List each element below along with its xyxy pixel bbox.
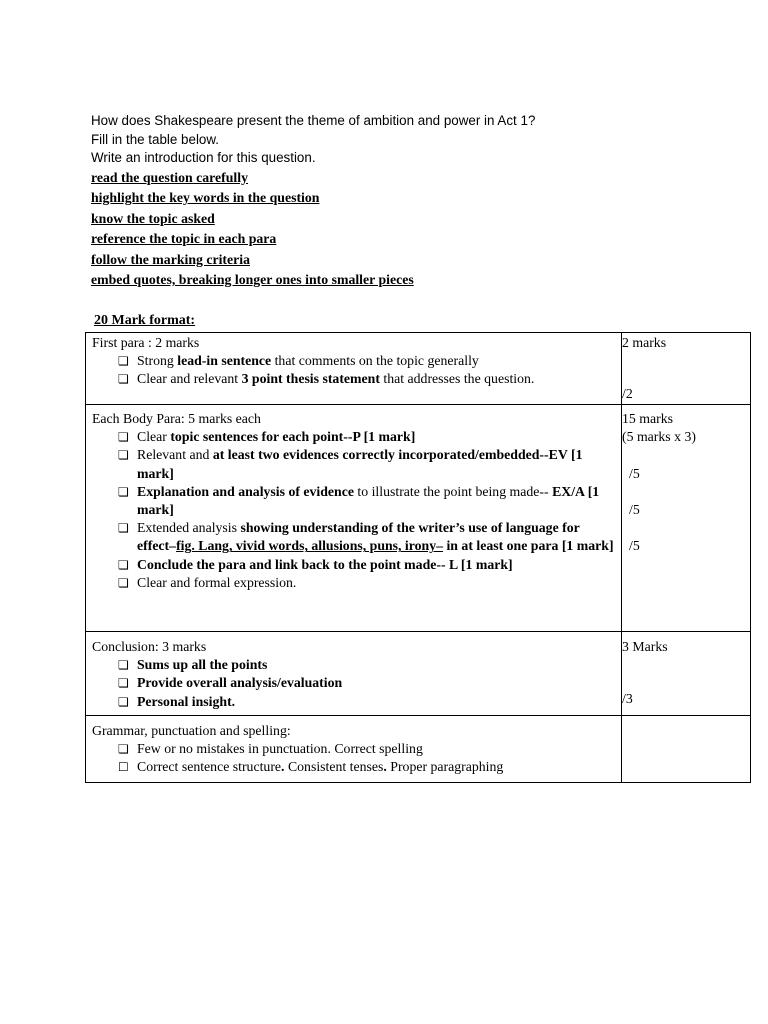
checkbox-icon: ❏ (118, 557, 129, 572)
list-item: ❏ Few or no mistakes in punctuation. Correct spelling (118, 740, 616, 758)
checkbox-icon: ❏ (118, 448, 129, 463)
list-item: ❏ Explanation and analysis of evidence to illustrate the point being made-- EX/A [1 mark] (118, 483, 600, 518)
list-item: ☐ Correct sentence structure. Consistent tenses. Proper paragraphing (118, 758, 616, 776)
checkbox-icon: ❏ (118, 484, 129, 499)
body-para-criteria (86, 405, 622, 632)
checkbox-icon: ❏ (118, 575, 129, 590)
checkbox-icon: ❏ (118, 694, 129, 709)
mark-format-heading: 20 Mark format: (94, 313, 196, 328)
table-row-body-para (86, 405, 751, 632)
score-slot: /5 (629, 466, 640, 481)
marks-label: 3 Marks (622, 639, 668, 654)
checkbox-icon: ❏ (118, 521, 129, 536)
list-item: ❏ Clear topic sentences for each point--P [1 mark] (118, 428, 616, 446)
marking-rubric-table (85, 332, 751, 783)
tip-follow-criteria: follow the marking criteria (91, 251, 251, 267)
question-text: How does Shakespeare present the theme of ambition and power in Act 1? (91, 113, 536, 128)
list-item: ❏ Conclude the para and link back to the point made-- L [1 mark] (118, 556, 616, 574)
list-item: ❏ Personal insight. (118, 693, 616, 711)
marks-detail: (5 marks x 3) (622, 429, 696, 445)
tip-highlight-keywords: highlight the key words in the question (91, 190, 320, 205)
instruction-write-intro: Write an introduction for this question. (91, 150, 316, 165)
checkbox-icon: ❏ (118, 354, 129, 369)
marks-label: 2 marks (622, 335, 667, 350)
table-row-conclusion (86, 632, 751, 716)
first-para-criteria (86, 333, 622, 405)
tip-embed-quotes: embed quotes, breaking longer ones into smaller pieces (91, 272, 414, 287)
table-row-grammar (86, 716, 751, 783)
list-item: ❏ Extended analysis showing understanding of the writer’s use of language for effect–fig. Lang, vivid words, allusions, puns, irony– in at least one para [1 mark] (118, 520, 614, 554)
grammar-marks (622, 716, 751, 783)
list-item: ❏ Strong lead-in sentence that comments on the topic generally (118, 352, 616, 370)
checkbox-icon: ❏ (118, 676, 129, 691)
instruction-fill-table: Fill in the table below. (91, 131, 220, 147)
conclusion-title: Conclusion: 3 marks (92, 639, 207, 654)
list-item: ❏ Sums up all the points (118, 656, 616, 674)
empty-checkbox-icon: ☐ (118, 760, 129, 775)
grammar-criteria (86, 716, 622, 783)
tip-know-topic: know the topic asked (91, 210, 215, 226)
score-slot: /3 (622, 691, 633, 706)
tip-reference-topic: reference the topic in each para (91, 231, 277, 246)
first-para-title: First para : 2 marks (92, 335, 200, 350)
table-row-first-para (86, 333, 751, 405)
grammar-title: Grammar, punctuation and spelling: (92, 723, 291, 738)
marks-label: 15 marks (622, 411, 673, 426)
list-item: ❏ Provide overall analysis/evaluation (118, 674, 616, 692)
body-para-title: Each Body Para: 5 marks each (92, 411, 261, 426)
list-item: ❏ Clear and relevant 3 point thesis statement that addresses the question. (118, 370, 616, 388)
first-para-marks (622, 333, 751, 405)
checkbox-icon: ❏ (118, 742, 129, 757)
intro-section (91, 112, 731, 291)
body-para-marks (622, 405, 751, 632)
score-slot: /2 (622, 386, 633, 401)
checkbox-icon: ❏ (118, 430, 129, 445)
checkbox-icon: ❏ (118, 372, 129, 387)
tip-read-question: read the question carefully (91, 169, 249, 185)
conclusion-criteria (86, 632, 622, 716)
score-slot: /5 (629, 502, 640, 517)
list-item: ❏ Relevant and at least two evidences correctly incorporated/embedded--EV [1 mark] (118, 447, 583, 481)
conclusion-marks (622, 632, 751, 716)
list-item: ❏ Clear and formal expression. (118, 574, 616, 592)
checkbox-icon: ❏ (118, 658, 129, 673)
score-slot: /5 (629, 538, 640, 553)
